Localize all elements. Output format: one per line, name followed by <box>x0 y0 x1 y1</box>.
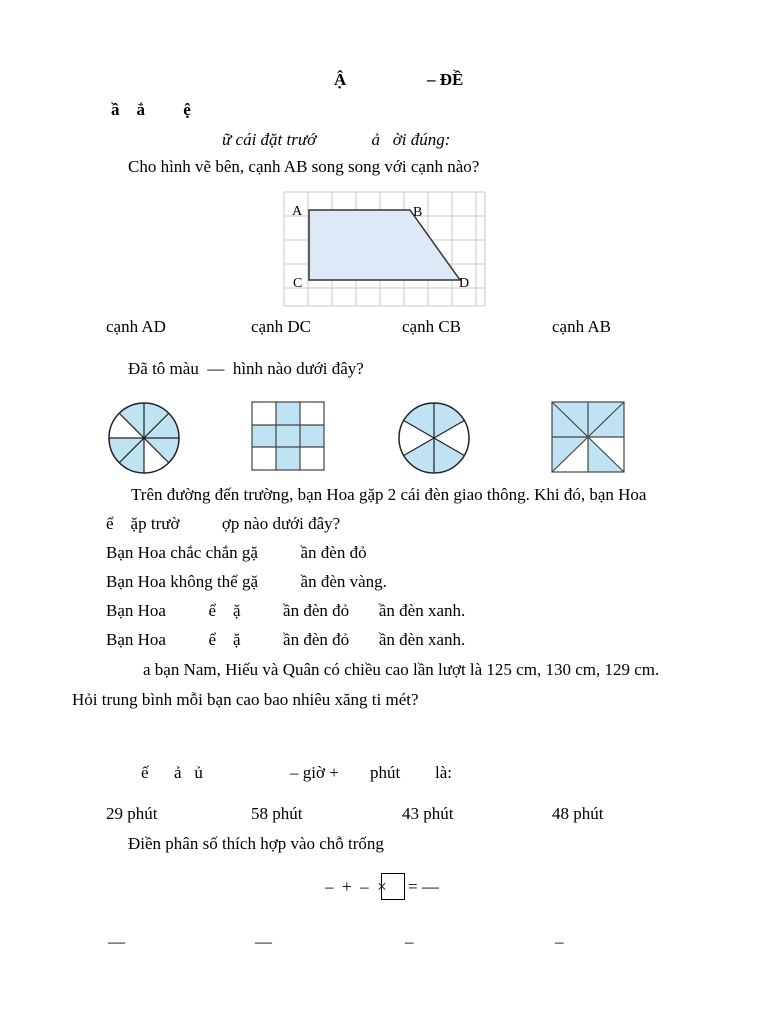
title-right: – ĐỀ <box>427 70 464 89</box>
label-c: C <box>293 276 303 291</box>
q3-option-4: Bạn Hoa ể ặ ần đèn đỏ ần đèn xanh. <box>106 630 466 649</box>
circle-eighths-figure <box>106 400 182 476</box>
q2-question: Đã tô màu — hình nào dưới đây? <box>128 359 364 378</box>
q1-option-4: cạnh AB <box>552 317 612 336</box>
q5-stem-b: – giờ + <box>290 763 339 782</box>
grid-squares-figure <box>250 400 326 472</box>
q6-question: Điền phân số thích hợp vào chỗ trống <box>128 834 384 853</box>
q6-expr-left: – + – × <box>325 877 387 896</box>
q5-option-4: 48 phút <box>552 804 604 823</box>
title-left: Ậ <box>334 70 347 89</box>
q6-answer-4: – <box>555 932 564 951</box>
q1-option-2: cạnh DC <box>251 317 311 336</box>
label-b: B <box>413 205 423 220</box>
circle-sixths-figure <box>396 400 472 476</box>
label-d: D <box>459 276 470 291</box>
q5-option-1: 29 phút <box>106 804 158 823</box>
q3-option-3: Bạn Hoa ể ặ ần đèn đỏ ần đèn xanh. <box>106 601 466 620</box>
q5-stem-d: là: <box>435 763 452 782</box>
q1-question: Cho hình vẽ bên, cạnh AB song song với cạnh nào? <box>128 157 480 176</box>
q3-option-2: Bạn Hoa không thể gặ ần đèn vàng. <box>106 572 387 591</box>
q5-option-3: 43 phút <box>402 804 454 823</box>
q4-line1: a bạn Nam, Hiếu và Quân có chiều cao lần lượt là 125 cm, 130 cm, 129 cm. <box>143 660 660 679</box>
q6-answer-3: – <box>405 932 414 951</box>
q3-option-1: Bạn Hoa chắc chắn gặ ần đèn đỏ <box>106 543 367 562</box>
q5-option-2: 58 phút <box>251 804 303 823</box>
q3-line2: ể ặp trườ ợp nào dưới đây? <box>106 514 341 533</box>
label-a: A <box>292 204 303 219</box>
section-label: ầ ắ ệ <box>111 100 191 119</box>
q6-answer-2: — <box>255 932 272 951</box>
q1-option-1: cạnh AD <box>106 317 166 336</box>
q5-stem-a: ế ả ủ <box>141 763 203 782</box>
q4-line2: Hỏi trung bình mỗi bạn cao bao nhiêu xăng ti mét? <box>72 690 419 709</box>
q5-stem-c: phút <box>370 763 401 782</box>
q1-option-3: cạnh CB <box>402 317 462 336</box>
q3-line1: Trên đường đến trường, bạn Hoa gặp 2 cái đèn giao thông. Khi đó, bạn Hoa <box>131 485 647 504</box>
q6-expr-right: = — <box>408 877 439 896</box>
answer-blank-box[interactable] <box>381 873 405 900</box>
square-triangles-figure <box>550 400 626 474</box>
instruction: ữ cái đặt trướ ả ời đúng: <box>222 130 451 149</box>
trapezoid-figure <box>282 190 487 310</box>
trapezoid-shape <box>309 210 460 280</box>
q6-answer-1: — <box>108 932 125 951</box>
